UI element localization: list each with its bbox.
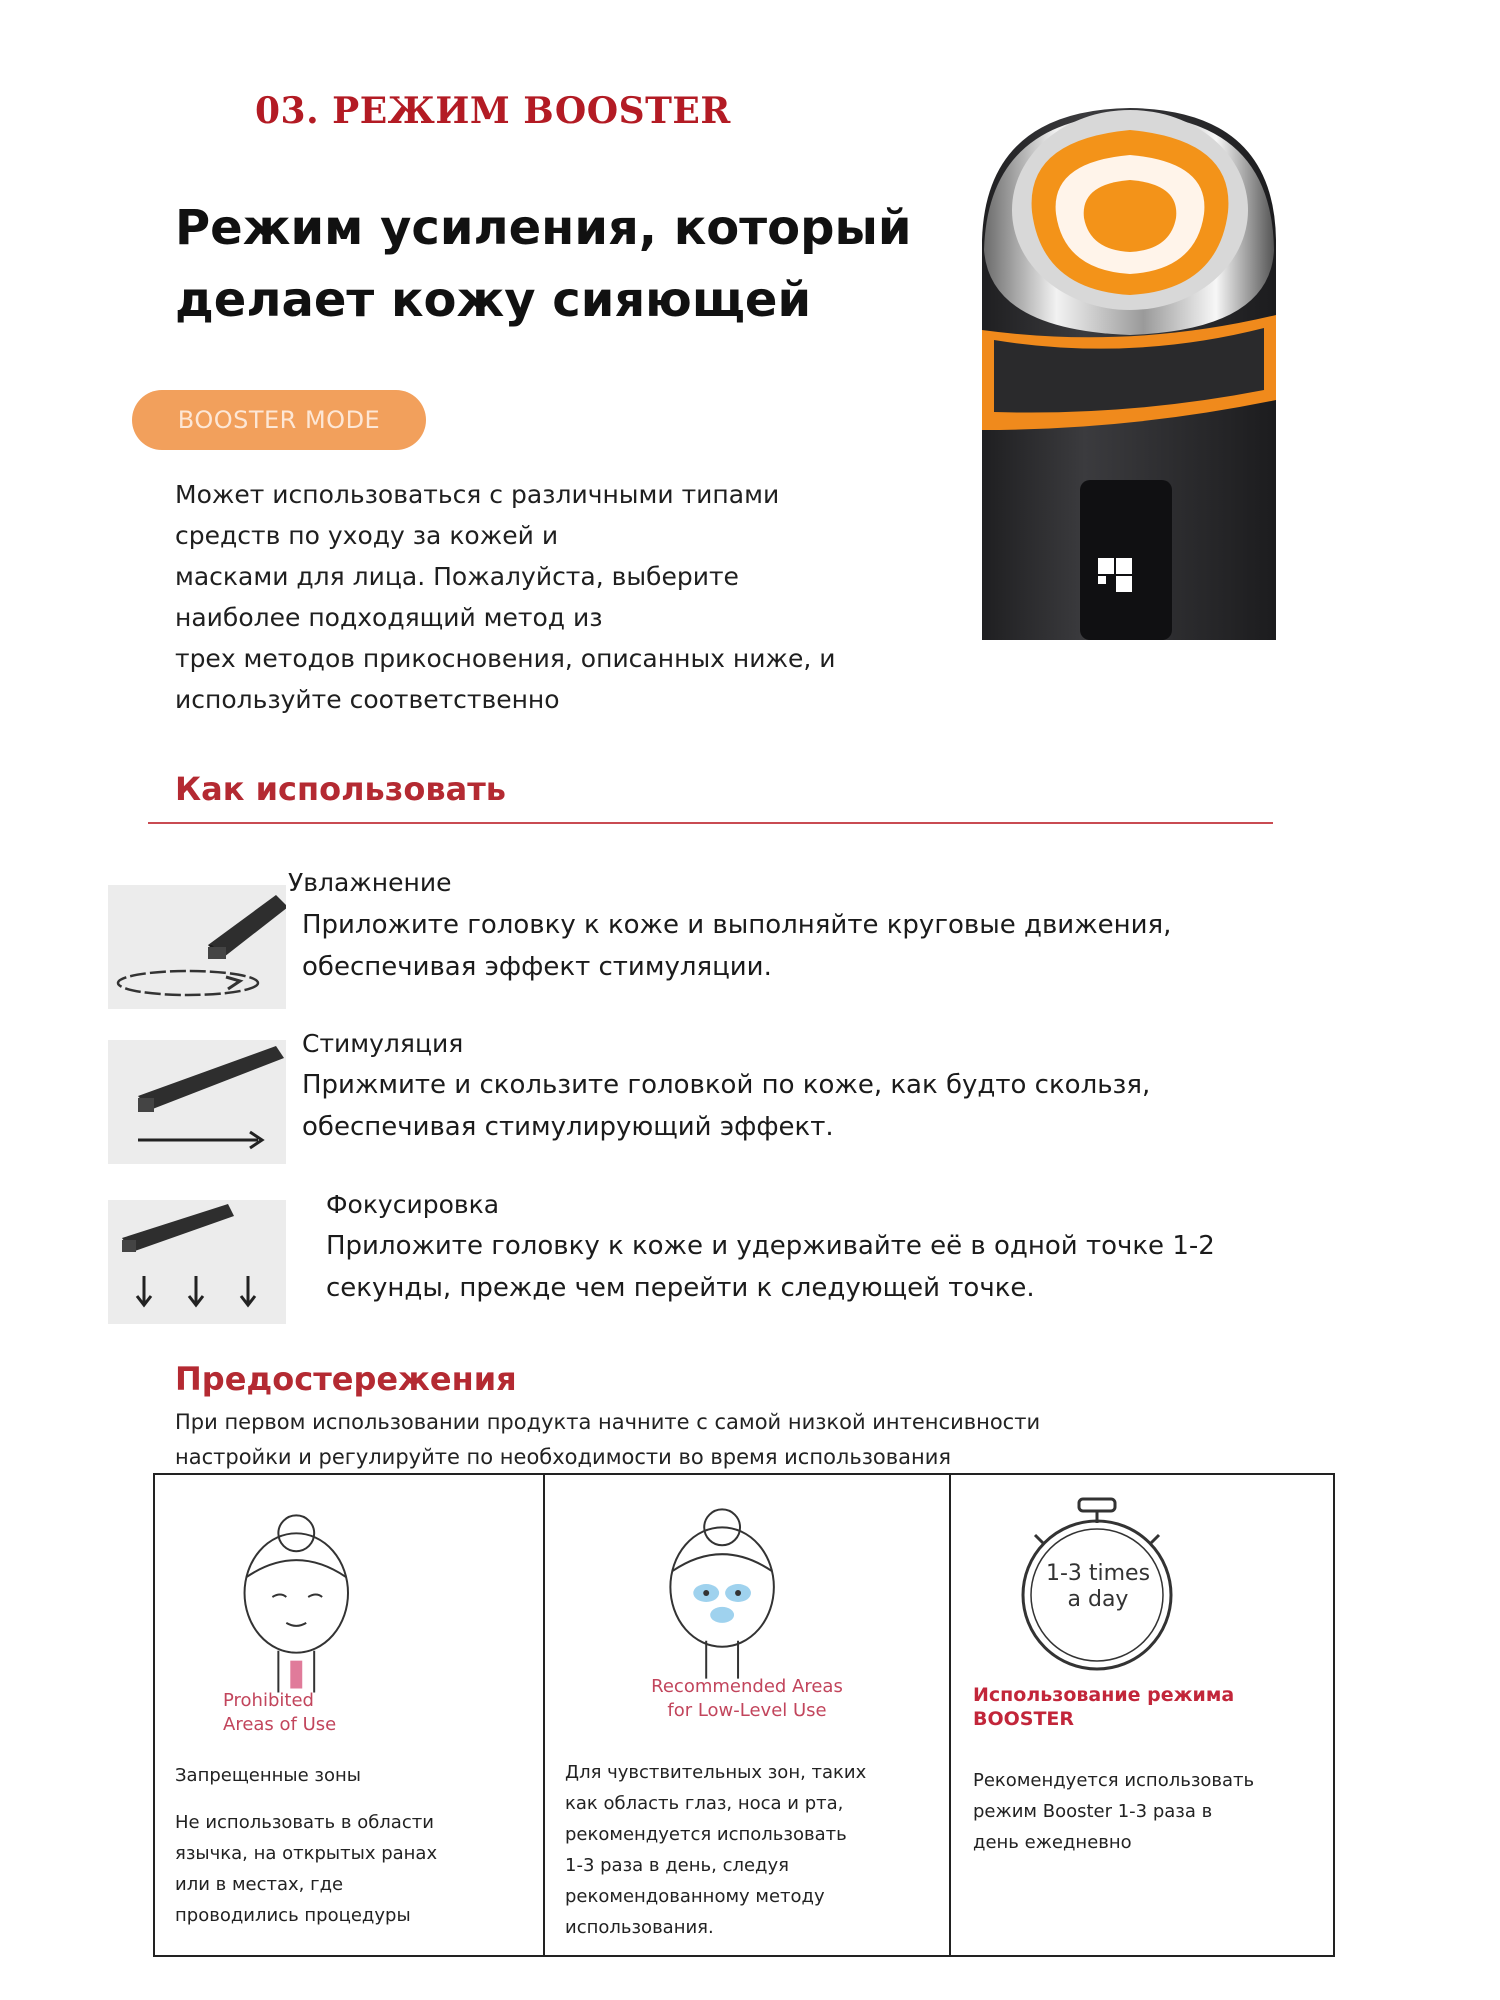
method-line: обеспечивая стимулирующий эффект.	[302, 1112, 834, 1142]
intro-line: используйте соответственно	[175, 685, 560, 714]
headline-line: делает кожу сияющей	[175, 272, 812, 328]
cautions-line: При первом использовании продукта начните с самой низкой интенсивности	[175, 1410, 1041, 1434]
face-eye-nose-highlight-icon	[545, 1493, 949, 1693]
timer-line: 1-3 times	[1045, 1561, 1151, 1586]
method-line: Приложите головку к коже и удерживайте её в одной точке 1-2	[326, 1231, 1215, 1261]
body-line: день ежедневно	[973, 1832, 1132, 1853]
caption-line: Использование режима	[973, 1684, 1235, 1706]
method-title: Стимуляция	[302, 1029, 464, 1058]
section-number: 03. РЕЖИМ BOOSTER	[255, 90, 731, 132]
intro-line: Может использоваться с различными типами	[175, 480, 780, 509]
recommended-areas-cell	[545, 1475, 951, 1955]
timer-label	[993, 1561, 1203, 1613]
booster-device-image	[980, 100, 1280, 640]
cautions-heading: Предостережения	[175, 1360, 517, 1398]
press-down-arrows-icon	[108, 1200, 286, 1324]
booster-frequency-cell	[951, 1475, 1333, 1955]
cautions-text	[175, 1405, 1315, 1475]
body-line: рекомендуется использовать	[565, 1824, 847, 1845]
body-line: язычка, на открытых ранах	[175, 1843, 438, 1864]
cell-caption	[545, 1675, 949, 1723]
intro-paragraph	[175, 474, 995, 720]
cell-heading: Запрещенные зоны	[175, 1765, 361, 1786]
body-line: рекомендованному методу	[565, 1886, 825, 1907]
body-line: режим Booster 1-3 раза в	[973, 1801, 1213, 1822]
intro-line: средств по уходу за кожей и	[175, 521, 559, 550]
method-title: Увлажнение	[288, 868, 452, 897]
cell-caption	[155, 1689, 543, 1737]
intro-line: трех методов прикосновения, описанных ниже, и	[175, 644, 836, 673]
usage-guidelines-table	[153, 1473, 1335, 1957]
body-line: 1-3 раза в день, следуя	[565, 1855, 789, 1876]
circular-motion-icon	[108, 885, 286, 1009]
body-line: проводились процедуры	[175, 1905, 411, 1926]
cell-body	[565, 1757, 866, 1943]
caption-line: for Low-Level Use	[667, 1700, 827, 1721]
booster-mode-badge: BOOSTER MODE	[132, 390, 426, 450]
method-line: секунды, прежде чем перейти к следующей точке.	[326, 1273, 1035, 1303]
body-line: Для чувствительных зон, таких	[565, 1762, 867, 1783]
page-headline	[175, 192, 935, 336]
caption-line: Recommended Areas	[651, 1676, 843, 1697]
face-neck-highlight-icon	[155, 1493, 543, 1693]
cell-body	[973, 1765, 1254, 1858]
section-divider	[148, 822, 1273, 824]
body-line: как область глаз, носа и рта,	[565, 1793, 844, 1814]
caption-line: Areas of Use	[223, 1714, 337, 1735]
how-to-use-heading: Как использовать	[175, 770, 506, 808]
slide-arrow-icon	[108, 1040, 286, 1164]
method-description	[302, 1064, 1302, 1148]
method-line: обеспечивая эффект стимуляции.	[302, 952, 772, 982]
headline-line: Режим усиления, который	[175, 200, 912, 256]
body-line: Рекомендуется использовать	[973, 1770, 1255, 1791]
timer-line: a day	[1067, 1587, 1129, 1612]
method-description	[302, 904, 1302, 988]
cell-body	[175, 1807, 437, 1931]
prohibited-areas-cell	[155, 1475, 545, 1955]
cell-caption	[973, 1683, 1355, 1731]
body-line: Не использовать в области	[175, 1812, 434, 1833]
method-line: Прижмите и скользите головкой по коже, как будто скользя,	[302, 1070, 1151, 1100]
intro-line: наиболее подходящий метод из	[175, 603, 603, 632]
caption-line: Prohibited	[223, 1690, 314, 1711]
body-line: использования.	[565, 1917, 714, 1938]
method-line: Приложите головку к коже и выполняйте круговые движения,	[302, 910, 1172, 940]
method-title: Фокусировка	[326, 1190, 500, 1219]
caption-line: BOOSTER	[973, 1708, 1075, 1730]
cautions-line: настройки и регулируйте по необходимости во время использования	[175, 1445, 952, 1469]
body-line: или в местах, где	[175, 1874, 344, 1895]
method-description	[326, 1225, 1326, 1309]
intro-line: масками для лица. Пожалуйста, выберите	[175, 562, 739, 591]
